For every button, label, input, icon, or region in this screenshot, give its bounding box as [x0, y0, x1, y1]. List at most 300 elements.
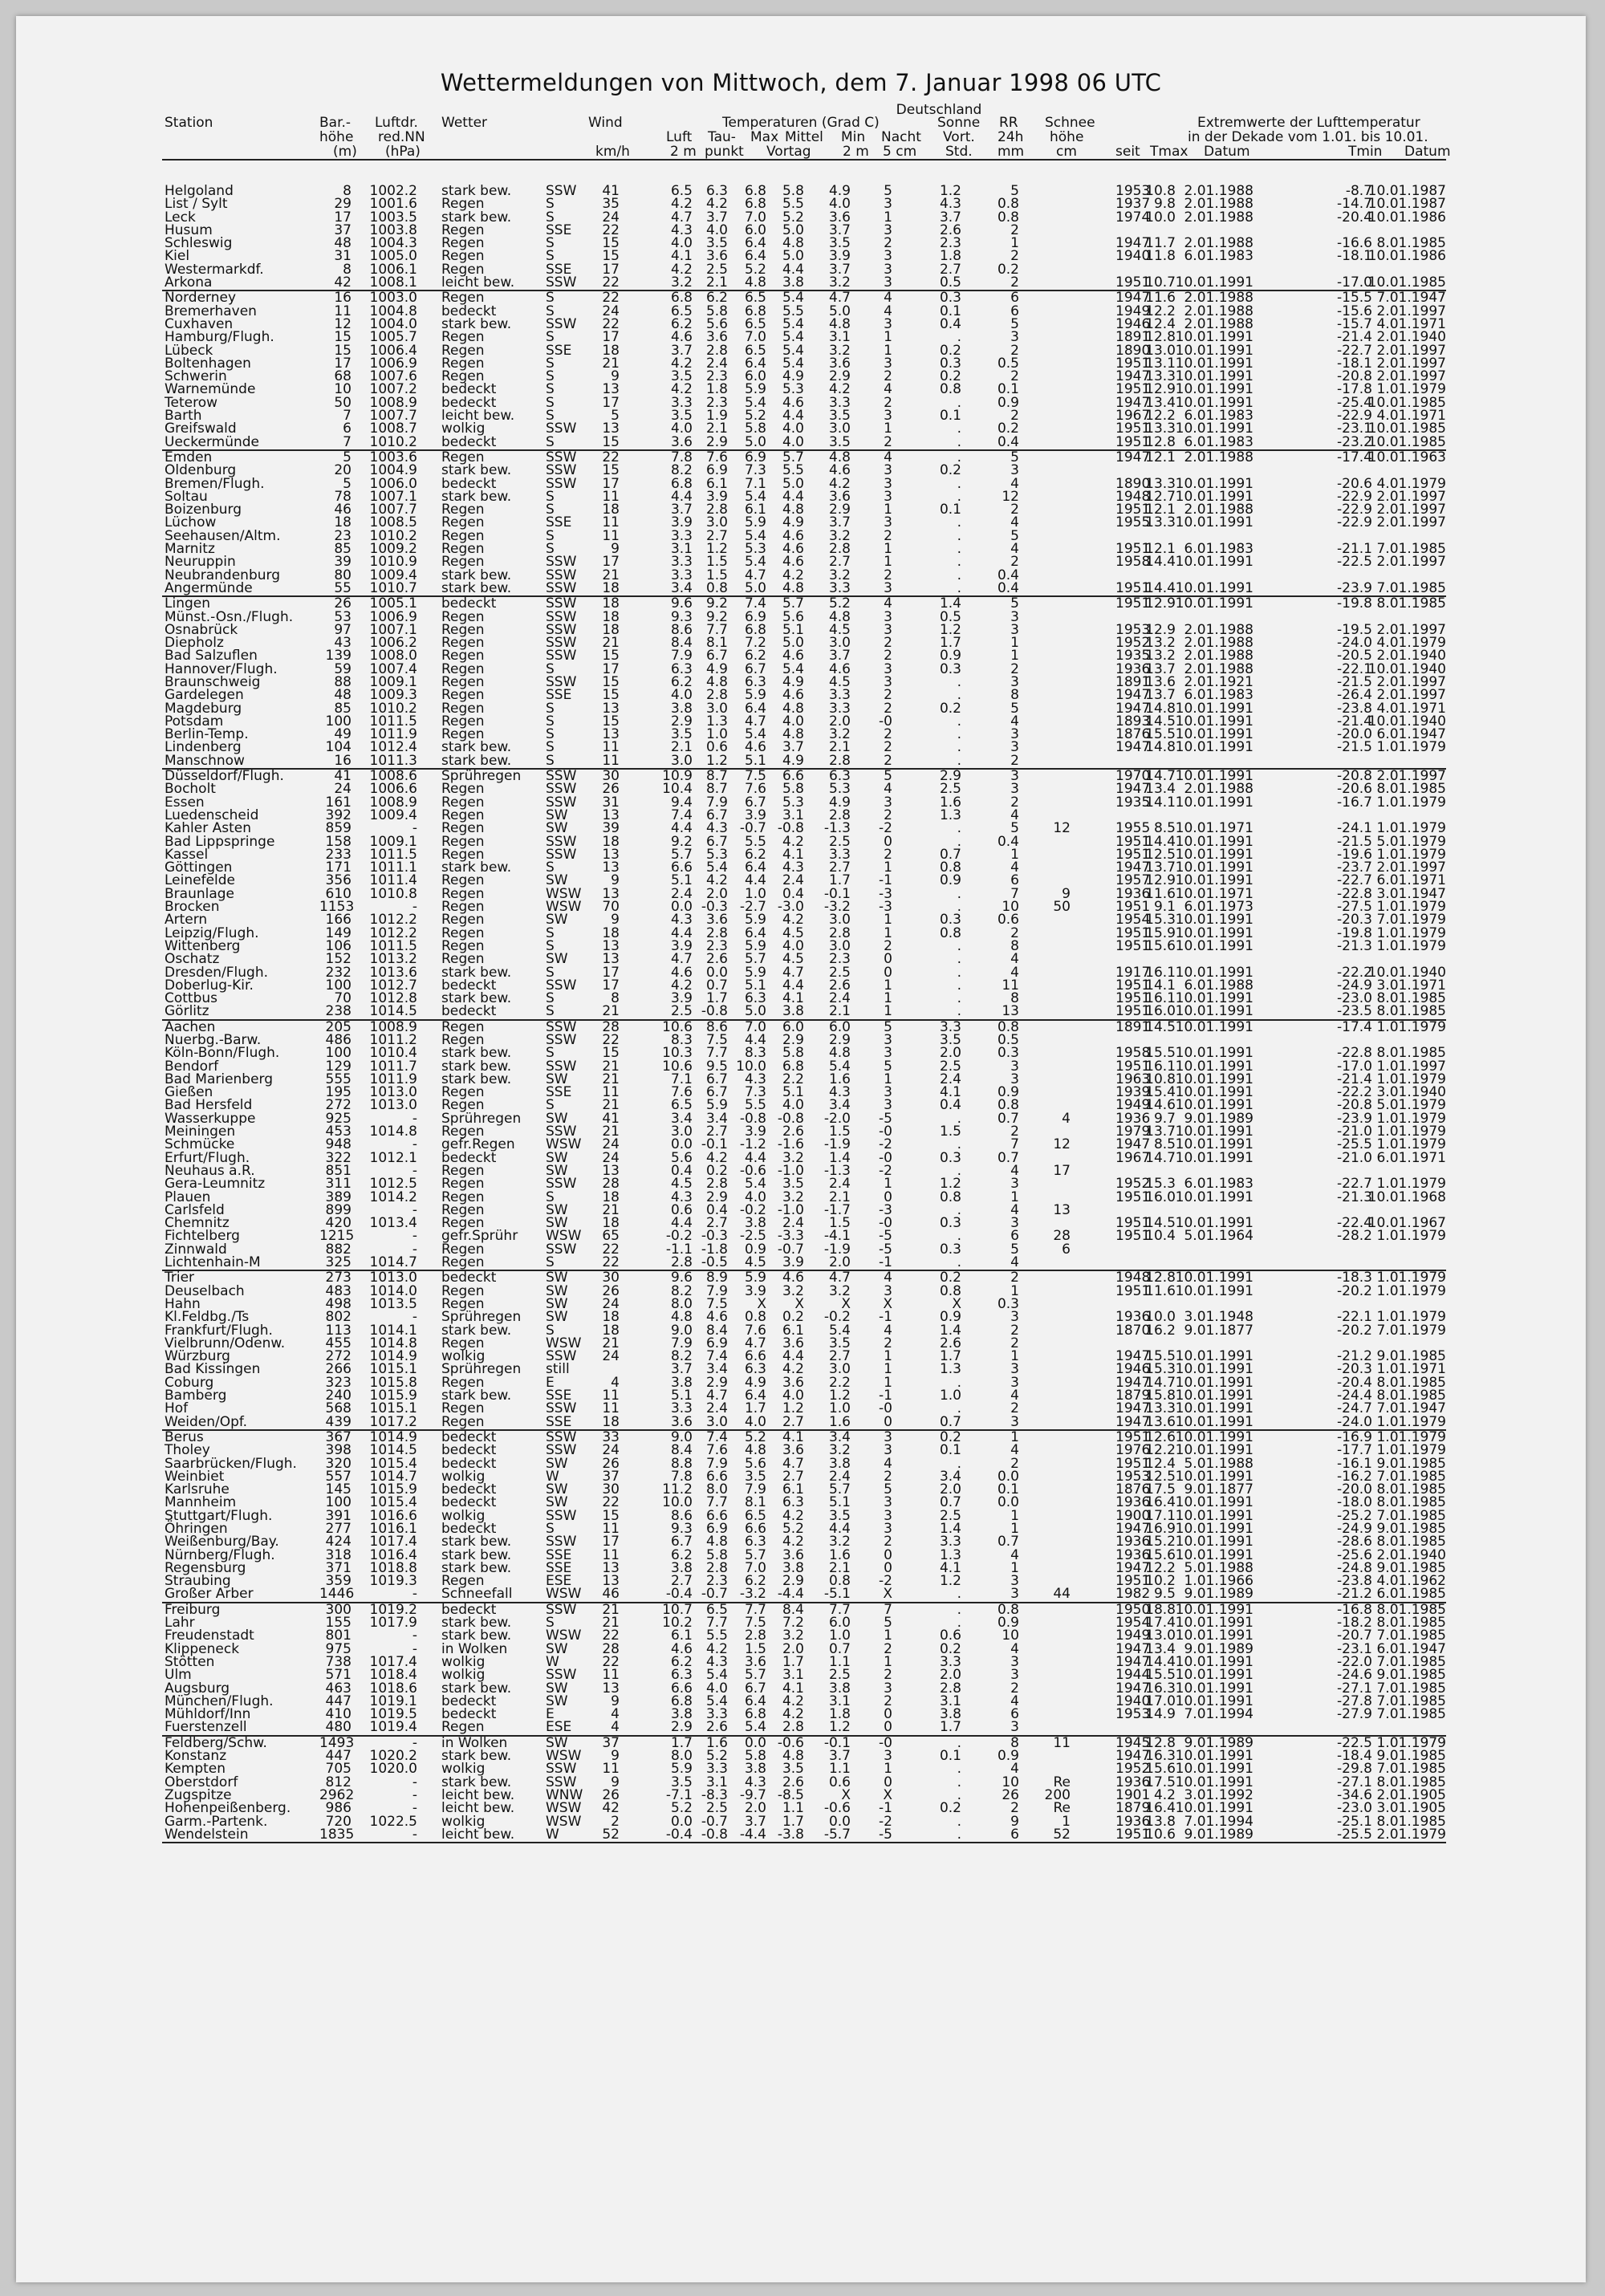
- cell-seit: 1946: [1115, 315, 1151, 332]
- cell-wind-dir: SW: [546, 1481, 568, 1498]
- cell-wetter: stark bew.: [441, 859, 512, 876]
- cell-mittel: 0.2: [782, 1309, 804, 1326]
- cell-sonne: .: [957, 951, 961, 968]
- cell-luftdruck: 1008.6: [369, 768, 417, 785]
- cell-tmax-datum: 10.01.1991: [1175, 342, 1254, 359]
- cell-bar-hoehe: 166: [325, 912, 351, 929]
- cell-min-2m: 3.6: [828, 488, 851, 505]
- cell-luftdruck: 1009.4: [369, 567, 417, 583]
- cell-sonne: 0.2: [939, 1428, 961, 1445]
- cell-bar-hoehe: 238: [325, 1003, 351, 1020]
- cell-max: 6.4: [744, 924, 766, 941]
- cell-taupunkt: 3.6: [705, 912, 728, 929]
- cell-station: Berlin-Temp.: [165, 726, 249, 743]
- cell-mittel: 5.3: [782, 381, 804, 398]
- cell-luft-2m: 9.3: [670, 608, 693, 625]
- cell-sonne: 0.1: [939, 408, 961, 425]
- cell-tmin-datum: 2.01.1997: [1376, 303, 1446, 319]
- cell-bar-hoehe: 5: [343, 449, 351, 465]
- cell-station: Neubrandenburg: [165, 567, 280, 583]
- cell-sonne: .: [957, 937, 961, 954]
- cell-tmax-datum: 10.01.1991: [1175, 846, 1254, 863]
- cell-bar-hoehe: 720: [325, 1813, 351, 1830]
- header-bar-1: Bar.-: [319, 115, 351, 131]
- cell-min-2m: 3.2: [828, 567, 851, 583]
- cell-seit: 1901: [1115, 1786, 1151, 1803]
- cell-tmin: -20.0: [1337, 1481, 1372, 1498]
- cell-seit: 1893: [1115, 713, 1151, 729]
- cell-tmin: -16.9: [1337, 1428, 1372, 1445]
- cell-min-2m: 3.0: [828, 912, 851, 929]
- cell-wind-dir: S: [546, 235, 555, 252]
- cell-mittel: 3.1: [782, 807, 804, 823]
- cell-sonne: 2.5: [939, 1507, 961, 1524]
- cell-tmax-datum: 10.01.1991: [1175, 1546, 1254, 1563]
- cell-tmin: -28.2: [1337, 1228, 1372, 1245]
- cell-tmax-datum: 10.01.1991: [1175, 1534, 1254, 1550]
- cell-station: Großer Arber: [165, 1586, 254, 1603]
- cell-luft-2m: 3.9: [670, 937, 693, 954]
- cell-tmin: -24.0: [1337, 1413, 1372, 1430]
- cell-bar-hoehe: 97: [334, 621, 351, 638]
- cell-mittel: 4.2: [782, 1361, 804, 1378]
- cell-luftdruck: 1006.6: [369, 781, 417, 798]
- cell-wind-dir: S: [546, 1097, 555, 1114]
- cell-rr-24h: 0.9: [997, 1084, 1019, 1101]
- cell-wetter: stark bew.: [441, 1534, 512, 1550]
- cell-rr-24h: 2: [1010, 1335, 1019, 1351]
- cell-tmax-datum: 6.01.1983: [1184, 248, 1254, 265]
- cell-tmax: 4.2: [1153, 1786, 1176, 1803]
- cell-wind-dir: SSW: [546, 673, 577, 690]
- table-row: [162, 516, 1446, 529]
- cell-station: Hof: [165, 1400, 189, 1417]
- cell-seit: 1953: [1115, 1468, 1151, 1485]
- cell-min-2m: 2.5: [828, 964, 851, 981]
- table-row: [162, 796, 1446, 809]
- cell-max: 4.0: [744, 1413, 766, 1430]
- cell-luftdruck: 1013.6: [369, 964, 417, 981]
- cell-luftdruck: 1009.1: [369, 673, 417, 690]
- cell-max: 3.8: [744, 1761, 766, 1778]
- cell-wind-dir: SW: [546, 1455, 568, 1472]
- cell-wind-kmh: 33: [602, 1428, 620, 1445]
- cell-mittel: 6.0: [782, 1018, 804, 1035]
- cell-tmin-datum: 1.01.1997: [1376, 1058, 1446, 1075]
- cell-wind-dir: S: [546, 752, 555, 769]
- cell-min-2m: 2.1: [828, 1003, 851, 1020]
- cell-wetter: Regen: [441, 912, 485, 929]
- cell-rr-24h: 1: [1010, 1348, 1019, 1365]
- table-row: [162, 1522, 1446, 1535]
- cell-wind-kmh: 13: [602, 1559, 620, 1576]
- cell-seit: 1951: [1115, 1428, 1151, 1445]
- cell-wind-kmh: 17: [602, 394, 620, 411]
- cell-luft-2m: 6.2: [670, 1653, 693, 1670]
- table-row: [162, 211, 1446, 224]
- cell-bar-hoehe: 272: [325, 1097, 351, 1114]
- cell-mittel: 4.8: [782, 579, 804, 596]
- table-row: [162, 1228, 1446, 1245]
- cell-taupunkt: 5.8: [705, 1546, 728, 1563]
- table-row: [162, 477, 1446, 490]
- cell-bar-hoehe: 100: [325, 977, 351, 994]
- cell-tmin: -18.1: [1337, 355, 1372, 372]
- cell-tmax: 16.2: [1145, 1322, 1176, 1339]
- cell-wetter: wolkig: [441, 1813, 486, 1830]
- cell-min-2m: 4.5: [828, 621, 851, 638]
- cell-wind-kmh: 4: [611, 1719, 620, 1736]
- table-row: [162, 1719, 1446, 1736]
- cell-wind-kmh: 26: [602, 1786, 620, 1803]
- cell-max: 3.6: [744, 1653, 766, 1670]
- cell-station: Bremerhaven: [165, 303, 257, 319]
- cell-station: Essen: [165, 794, 205, 811]
- cell-tmax: 13.4: [1145, 781, 1176, 798]
- cell-tmax-datum: 10.01.1991: [1175, 1680, 1254, 1697]
- cell-luft-2m: 8.2: [670, 1282, 693, 1299]
- table-row: [162, 1018, 1446, 1035]
- cell-tmax: 11.6: [1145, 885, 1176, 902]
- cell-max: 1.5: [744, 1640, 766, 1657]
- cell-nacht-5cm: 2: [884, 1468, 892, 1485]
- cell-wind-kmh: 9: [611, 1774, 620, 1790]
- cell-mittel: 4.0: [782, 937, 804, 954]
- cell-wind-kmh: 11: [602, 1520, 620, 1537]
- cell-wetter: Regen: [441, 248, 485, 265]
- cell-tmin: -23.2: [1337, 433, 1372, 450]
- cell-station: Hahn: [165, 1295, 201, 1312]
- cell-bar-hoehe: 195: [325, 1084, 351, 1101]
- cell-nacht-5cm: 4: [884, 381, 892, 398]
- cell-bar-hoehe: 392: [325, 807, 351, 823]
- cell-nacht-5cm: 3: [884, 514, 892, 531]
- table-row: [162, 781, 1446, 798]
- cell-min-2m: 4.8: [828, 449, 851, 465]
- header-datum-2: Datum: [1404, 144, 1451, 160]
- cell-nacht-5cm: -3: [879, 885, 892, 902]
- cell-tmin: -15.6: [1337, 303, 1372, 319]
- cell-wetter: Regen: [441, 1335, 485, 1351]
- cell-mittel: -0.8: [777, 1110, 804, 1127]
- cell-wind-dir: S: [546, 1615, 555, 1632]
- cell-bar-hoehe: 272: [325, 1348, 351, 1365]
- cell-nacht-5cm: -1: [879, 1800, 892, 1817]
- cell-seit: 1952: [1115, 1761, 1151, 1778]
- cell-mittel: 5.7: [782, 595, 804, 612]
- table-row: [162, 237, 1446, 250]
- cell-wind-dir: SSW: [546, 1774, 577, 1790]
- cell-mittel: 5.1: [782, 1084, 804, 1101]
- cell-tmin: -19.8: [1337, 924, 1372, 941]
- cell-station: Bocholt: [165, 781, 216, 798]
- cell-tmin: -21.2: [1337, 1348, 1372, 1365]
- cell-wetter: leicht bew.: [441, 1786, 515, 1803]
- cell-tmin: -22.8: [1337, 885, 1372, 902]
- cell-rr-24h: 5: [1010, 700, 1019, 717]
- cell-wind-dir: SSW: [546, 567, 577, 583]
- cell-min-2m: 1.2: [828, 1388, 851, 1404]
- cell-taupunkt: 1.2: [705, 541, 728, 558]
- header-luft-a: Luft: [666, 129, 693, 145]
- cell-luftdruck: -: [412, 1826, 417, 1843]
- cell-tmax: 10.8: [1145, 1071, 1176, 1087]
- cell-tmax-datum: 10.01.1991: [1175, 1084, 1254, 1101]
- cell-seit: 1963: [1115, 1071, 1151, 1087]
- cell-wind-dir: S: [546, 1254, 555, 1271]
- cell-taupunkt: 6.7: [705, 1084, 728, 1101]
- table-row: [162, 912, 1446, 929]
- cell-luftdruck: 1006.2: [369, 635, 417, 652]
- station-group: [162, 1271, 1446, 1431]
- cell-max: 4.3: [744, 1071, 766, 1087]
- cell-luft-2m: 3.3: [670, 527, 693, 544]
- cell-taupunkt: 6.2: [705, 290, 728, 307]
- cell-station: Cottbus: [165, 990, 218, 1007]
- cell-taupunkt: 1.5: [705, 567, 728, 583]
- cell-tmin-datum: 10.01.1985: [1367, 394, 1446, 411]
- cell-rr-24h: 3: [1010, 621, 1019, 638]
- cell-bar-hoehe: 85: [334, 541, 351, 558]
- cell-wind-dir: SSE: [546, 261, 572, 278]
- cell-taupunkt: 6.6: [705, 1507, 728, 1524]
- cell-taupunkt: 7.7: [705, 1615, 728, 1632]
- station-group: [162, 291, 1446, 451]
- cell-wind-kmh: 13: [602, 937, 620, 954]
- cell-schnee: 11: [1053, 1734, 1071, 1751]
- cell-bar-hoehe: 12: [334, 315, 351, 332]
- cell-taupunkt: 9.2: [705, 608, 728, 625]
- table-row: [162, 464, 1446, 477]
- cell-tmin-datum: 6.01.1971: [1376, 872, 1446, 889]
- cell-rr-24h: 7: [1010, 1136, 1019, 1153]
- cell-mittel: 4.6: [782, 394, 804, 411]
- cell-sonne: .: [957, 433, 961, 450]
- cell-wind-dir: ESE: [546, 1719, 572, 1736]
- cell-nacht-5cm: 2: [884, 394, 892, 411]
- cell-seit: 1951: [1115, 595, 1151, 612]
- cell-max: 5.1: [744, 752, 766, 769]
- cell-sonne: .: [957, 1813, 961, 1830]
- cell-mittel: 4.5: [782, 924, 804, 941]
- table-row: [162, 1695, 1446, 1708]
- cell-station: Oschatz: [165, 951, 220, 968]
- cell-mittel: 5.0: [782, 635, 804, 652]
- cell-rr-24h: 0.7: [997, 1110, 1019, 1127]
- cell-rr-24h: 0.2: [997, 421, 1019, 437]
- cell-station: Bremen/Flugh.: [165, 475, 265, 492]
- cell-luftdruck: 1002.2: [369, 183, 417, 199]
- cell-mittel: 3.2: [782, 1189, 804, 1205]
- cell-luft-2m: 2.4: [670, 885, 693, 902]
- cell-tmin: -21.4: [1337, 713, 1372, 729]
- cell-wind-dir: SW: [546, 1680, 568, 1697]
- table-row: [162, 1413, 1446, 1430]
- cell-sonne: 4.1: [939, 1559, 961, 1576]
- cell-tmax-datum: 10.01.1991: [1175, 1045, 1254, 1062]
- cell-nacht-5cm: 2: [884, 527, 892, 544]
- cell-luftdruck: 1011.2: [369, 1032, 417, 1048]
- cell-min-2m: 2.1: [828, 1189, 851, 1205]
- cell-luftdruck: 1013.0: [369, 1084, 417, 1101]
- cell-luft-2m: 5.1: [670, 1388, 693, 1404]
- cell-seit: 1936: [1115, 1494, 1151, 1511]
- cell-tmax-datum: 10.01.1991: [1175, 1097, 1254, 1114]
- cell-mittel: 4.8: [782, 700, 804, 717]
- cell-tmin: -24.0: [1337, 635, 1372, 652]
- cell-sonne: 2.0: [939, 1667, 961, 1684]
- cell-tmin: -22.7: [1337, 872, 1372, 889]
- cell-tmin-datum: 8.01.1985: [1376, 1481, 1446, 1498]
- cell-station: Bad Marienberg: [165, 1071, 274, 1087]
- cell-tmax-datum: 2.01.1988: [1184, 235, 1254, 252]
- cell-tmax-datum: 10.01.1991: [1175, 1270, 1254, 1286]
- cell-luftdruck: 1019.2: [369, 1601, 417, 1618]
- cell-rr-24h: 4: [1010, 1388, 1019, 1404]
- cell-rr-24h: 6: [1010, 872, 1019, 889]
- cell-max: 3.5: [744, 1468, 766, 1485]
- cell-min-2m: 3.5: [828, 433, 851, 450]
- cell-wind-dir: SW: [546, 1110, 568, 1127]
- cell-wetter: stark bew.: [441, 739, 512, 756]
- cell-wind-dir: SSW: [546, 635, 577, 652]
- cell-sonne: .: [957, 820, 961, 837]
- cell-luft-2m: 10.9: [662, 768, 693, 785]
- cell-tmin-datum: 1.01.1979: [1376, 1228, 1446, 1245]
- cell-bar-hoehe: 240: [325, 1388, 351, 1404]
- cell-rr-24h: 2: [1010, 1800, 1019, 1817]
- cell-wind-kmh: 21: [602, 1058, 620, 1075]
- cell-luftdruck: 1009.2: [369, 541, 417, 558]
- cell-seit: 1936: [1115, 1546, 1151, 1563]
- cell-seit: 1951: [1115, 355, 1151, 372]
- cell-tmax: 14.6: [1145, 1097, 1176, 1114]
- cell-min-2m: 3.5: [828, 1335, 851, 1351]
- cell-sonne: 1.8: [939, 248, 961, 265]
- cell-bar-hoehe: 17: [334, 209, 351, 226]
- cell-station: Gießen: [165, 1084, 213, 1101]
- cell-luftdruck: 1009.1: [369, 833, 417, 850]
- cell-wetter: stark bew.: [441, 1559, 512, 1576]
- cell-tmin: -18.1: [1337, 248, 1372, 265]
- cell-sonne: 0.5: [939, 608, 961, 625]
- table-row: [162, 1708, 1446, 1721]
- cell-bar-hoehe: 410: [325, 1706, 351, 1723]
- cell-tmax-datum: 10.01.1991: [1175, 1124, 1254, 1140]
- cell-station: Braunschweig: [165, 673, 261, 690]
- cell-tmax: 10.0: [1145, 209, 1176, 226]
- cell-nacht-5cm: 1: [884, 990, 892, 1007]
- cell-luftdruck: 1014.0: [369, 1282, 417, 1299]
- cell-min-2m: 4.7: [828, 290, 851, 307]
- cell-luft-2m: 3.3: [670, 1400, 693, 1417]
- cell-nacht-5cm: -0: [879, 1149, 892, 1166]
- cell-tmax-datum: 10.01.1991: [1175, 1601, 1254, 1618]
- cell-bar-hoehe: 420: [325, 1215, 351, 1232]
- cell-wind-dir: SSW: [546, 1032, 577, 1048]
- cell-mittel: 5.8: [782, 183, 804, 199]
- table-row: [162, 1282, 1446, 1299]
- cell-station: Zinnwald: [165, 1241, 227, 1258]
- cell-rr-24h: 3: [1010, 1667, 1019, 1684]
- cell-min-2m: 3.3: [828, 579, 851, 596]
- cell-tmax: 15.6: [1145, 1761, 1176, 1778]
- cell-wetter: Sprühregen: [441, 1309, 522, 1326]
- table-row: [162, 835, 1446, 848]
- page-title: Wettermeldungen von Mittwoch, dem 7. Januar 1998 06 UTC: [440, 69, 1162, 96]
- cell-mittel: 3.8: [782, 1003, 804, 1020]
- station-group: [162, 1734, 1446, 1843]
- cell-sonne: .: [957, 977, 961, 994]
- cell-tmax-datum: 6.01.1983: [1184, 1176, 1254, 1193]
- cell-wetter: Regen: [441, 1719, 485, 1736]
- cell-min-2m: 2.1: [828, 739, 851, 756]
- cell-seit: 1937: [1115, 196, 1151, 213]
- cell-luft-2m: 6.8: [670, 290, 693, 307]
- cell-bar-hoehe: 16: [334, 752, 351, 769]
- cell-station: Norderney: [165, 290, 237, 307]
- cell-luft-2m: 3.8: [670, 1559, 693, 1576]
- cell-tmax: 16.4: [1145, 1494, 1176, 1511]
- cell-tmin: -27.1: [1337, 1774, 1372, 1790]
- cell-tmax: 9.7: [1153, 1110, 1176, 1127]
- cell-luft-2m: 6.6: [670, 1680, 693, 1697]
- cell-mittel: 4.9: [782, 514, 804, 531]
- cell-tmax: 12.1: [1145, 449, 1176, 465]
- table-row: [162, 966, 1446, 979]
- table-row: [162, 1748, 1446, 1765]
- cell-nacht-5cm: -5: [879, 1228, 892, 1245]
- cell-luftdruck: 1012.8: [369, 990, 417, 1007]
- cell-nacht-5cm: 3: [884, 261, 892, 278]
- cell-rr-24h: 5: [1010, 595, 1019, 612]
- cell-sonne: 1.6: [939, 794, 961, 811]
- cell-luft-2m: 8.2: [670, 1348, 693, 1365]
- cell-station: Karlsruhe: [165, 1481, 230, 1498]
- cell-sonne: 1.7: [939, 1719, 961, 1736]
- header-tau-a: Tau-: [708, 129, 736, 145]
- cell-sonne: .: [957, 1228, 961, 1245]
- cell-luftdruck: 1016.4: [369, 1546, 417, 1563]
- table-row: [162, 1005, 1446, 1018]
- cell-luft-2m: 3.4: [670, 1110, 693, 1127]
- cell-wind-dir: ESE: [546, 1573, 572, 1590]
- cell-station: Artern: [165, 912, 208, 929]
- cell-max: 5.9: [744, 514, 766, 531]
- cell-seit: 1876: [1115, 1481, 1151, 1498]
- cell-rr-24h: 2: [1010, 924, 1019, 941]
- cell-tmin-datum: 2.01.1997: [1376, 673, 1446, 690]
- cell-mittel: 4.0: [782, 713, 804, 729]
- cell-luftdruck: 1005.0: [369, 248, 417, 265]
- cell-taupunkt: 2.7: [705, 527, 728, 544]
- cell-luftdruck: 1006.1: [369, 261, 417, 278]
- header-nacht-b: 5 cm: [883, 144, 917, 160]
- cell-wind-dir: WSW: [546, 1748, 582, 1765]
- cell-min-2m: 2.8: [828, 807, 851, 823]
- cell-wind-dir: SSW: [546, 833, 577, 850]
- cell-tmin: -24.7: [1337, 1400, 1372, 1417]
- cell-tmax-datum: 10.01.1991: [1175, 859, 1254, 876]
- cell-tmin: -20.4: [1337, 209, 1372, 226]
- cell-tmin: -23.0: [1337, 990, 1372, 1007]
- cell-sonne: 0.2: [939, 462, 961, 479]
- cell-luftdruck: 1020.0: [369, 1761, 417, 1778]
- cell-nacht-5cm: -0: [879, 1124, 892, 1140]
- cell-rr-24h: 2: [1010, 1124, 1019, 1140]
- cell-tmin: -23.9: [1337, 579, 1372, 596]
- cell-station: Schwerin: [165, 368, 227, 385]
